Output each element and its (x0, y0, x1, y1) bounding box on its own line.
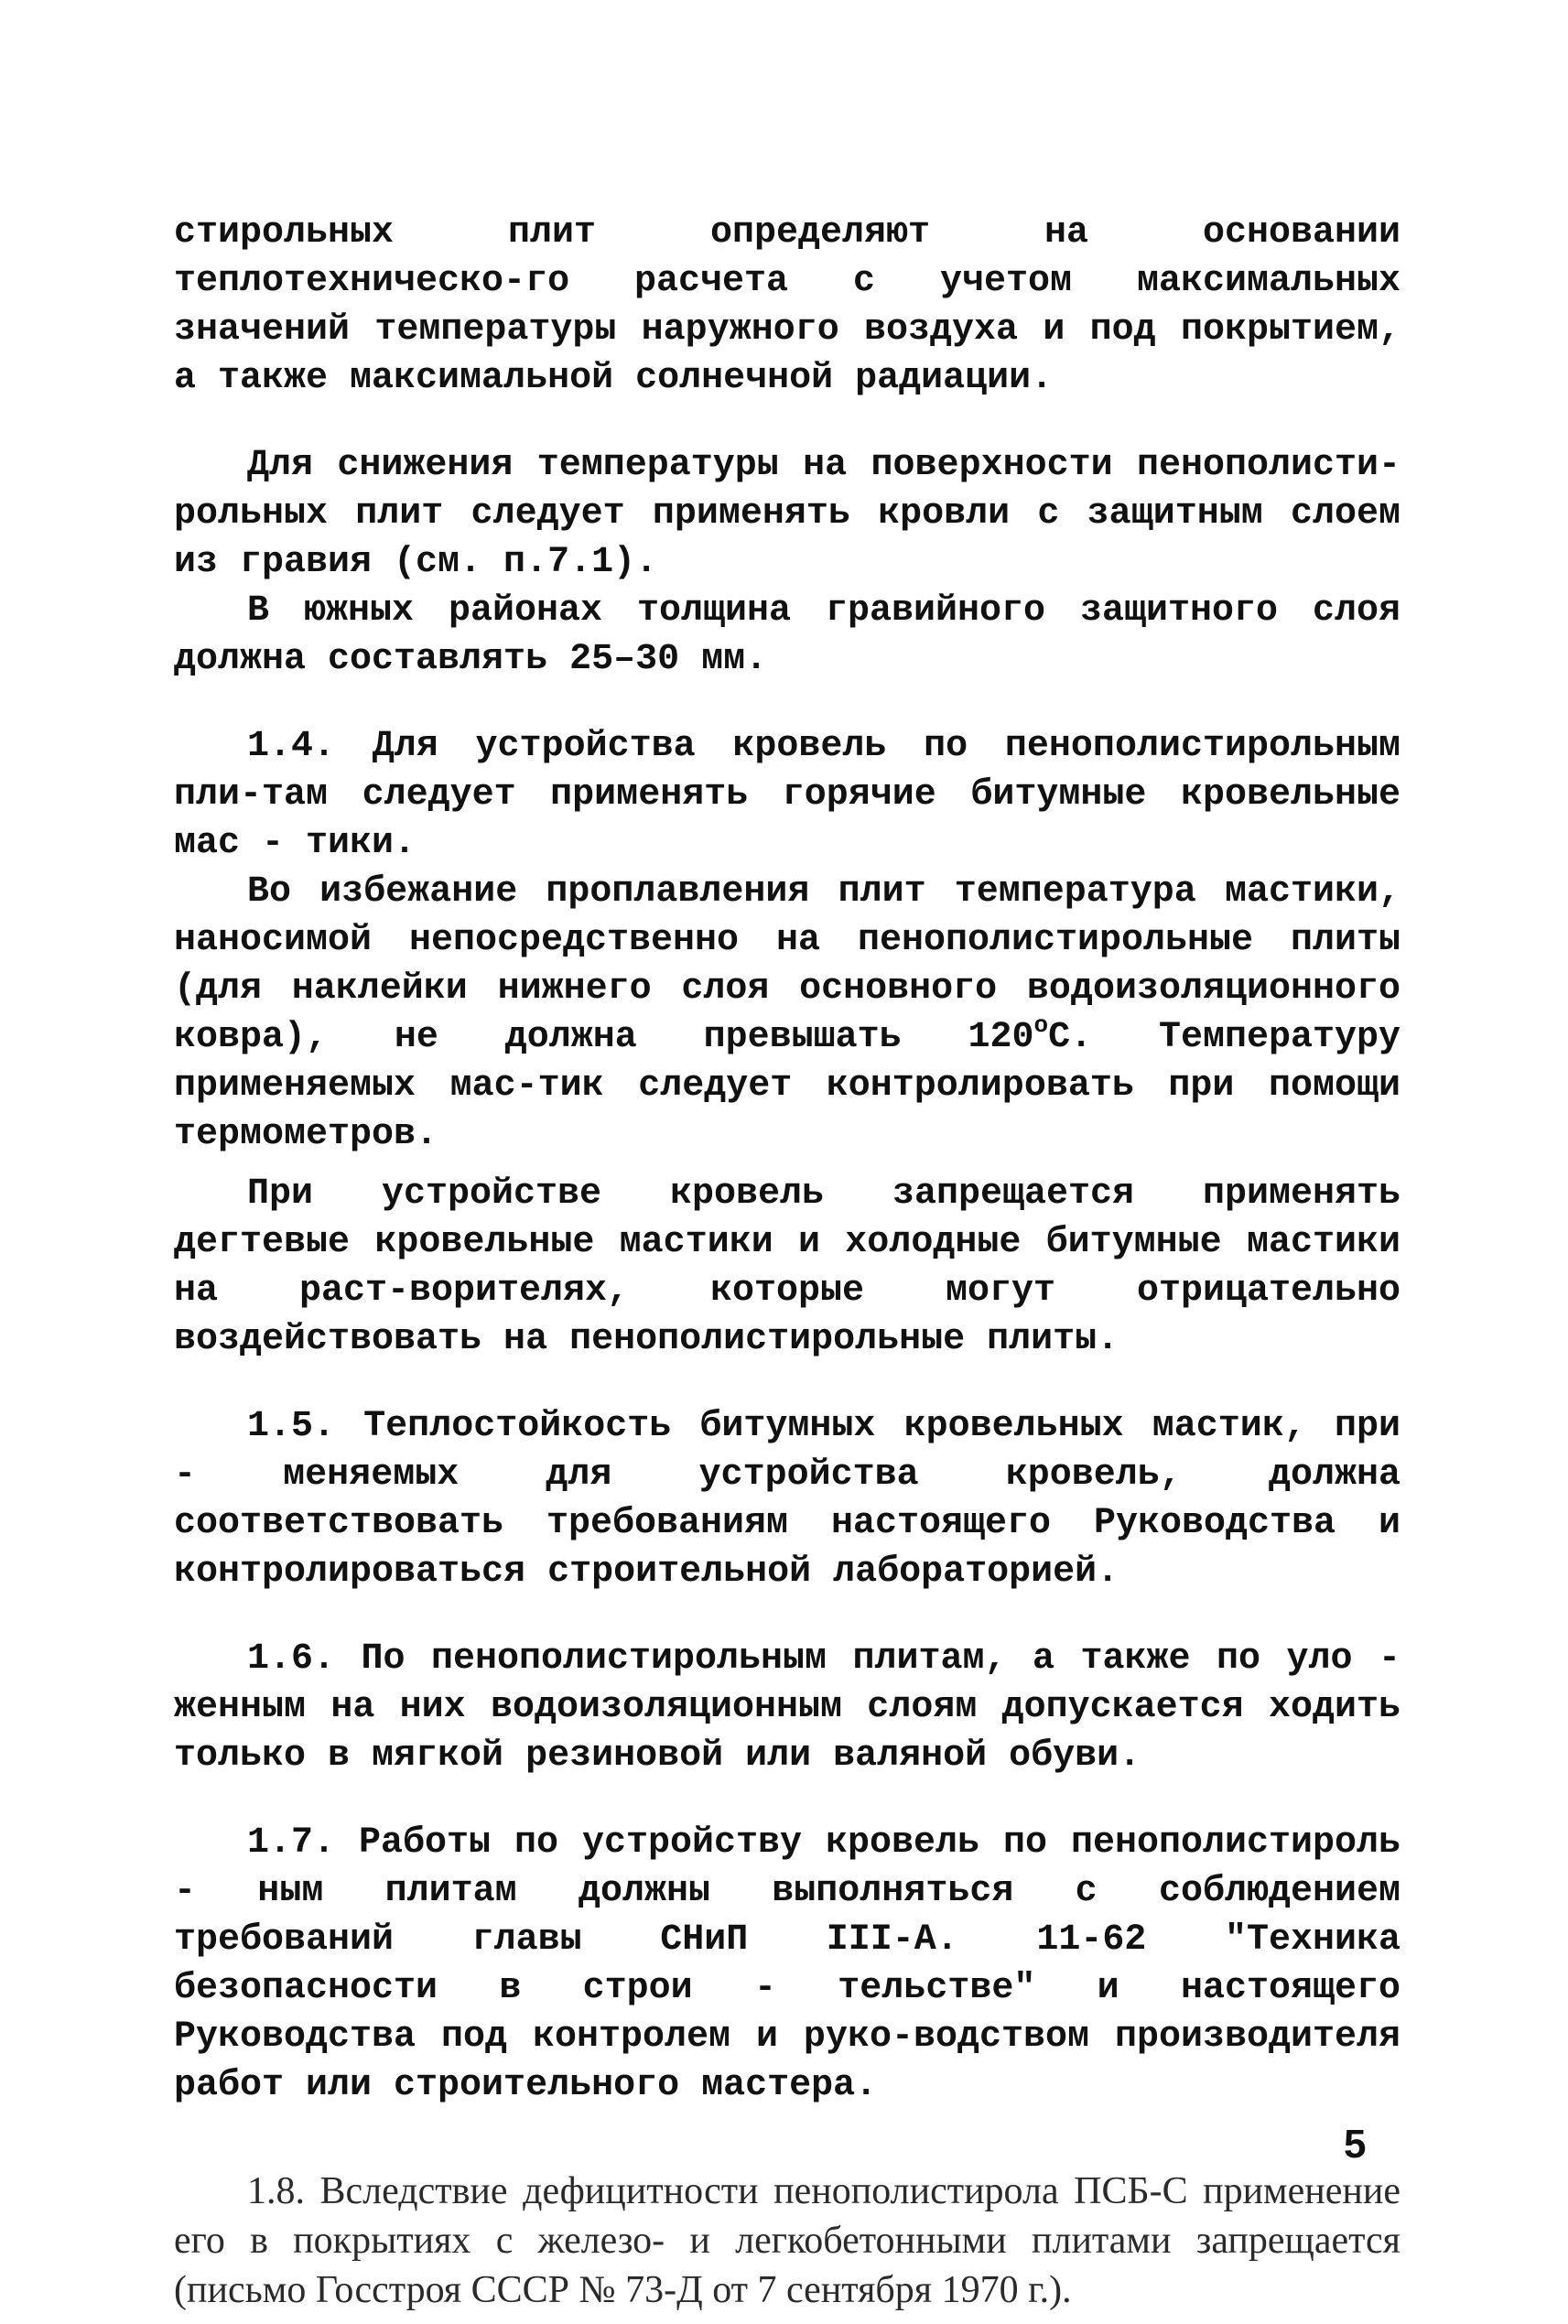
paragraph-prohibition: При устройстве кровель запрещается применять дегтевые кровельные мастики и холодные битумные мастики на раст-ворителях, которые могут отрицательно воздействовать на пенополистирольные плиты. (174, 1173, 1400, 1360)
page-number: 5 (1344, 2122, 1367, 2167)
paragraph-1-4: 1.4. Для устройства кровель по пенополистирольным пли-там следует применять горячие битумные кровельные мас - тики. (174, 726, 1400, 864)
paragraph-1-5: 1.5. Теплостойкость битумных кровельных мастик, при - меняемых для устройства кровель, должна соответствовать требованиям настоящего Руководства и контролироваться строительной лабораторией. (174, 1406, 1400, 1593)
paragraph-1-7: 1.7. Работы по устройству кровель по пенополистироль - ным плитам должны выполняться с соблюдением требований главы СНиП III-А. 11-62 "Техника безопасности в строи - тельстве" и настоящего Руководства под контролем и руко-водством производителя работ или строительного мастера. (174, 1822, 1400, 2106)
degree-sign: o (1033, 1011, 1049, 1039)
paragraph-temperature (174, 868, 1400, 1159)
paragraph-1: стирольных плит определяют на основании теплотехническо-го расчета с учетом максимальных значений температуры наружного воздуха и под покрытием, а также максимальной солнечной радиации. (174, 212, 1400, 399)
paragraph-1-8: 1.8. Вследствие дефицитности пенополистирола ПСБ-С применение его в покрытиях с железо- и легкобетонными плитами запрещается (письмо Госстроя СССР № 73-Д от 7 сентября 1970 г.). (174, 2170, 1400, 2311)
paragraph-3: В южных районах толщина гравийного защитного слоя должна составлять 25–30 мм. (174, 590, 1400, 680)
paragraph-2: Для снижения температуры на поверхности пенополисти-рольных плит следует применять кровли с защитным слоем из гравия (см. п.7.1). (174, 445, 1400, 583)
paragraph-temperature-part-b: С. Температуру применяемых мас-тик следует контролировать при помощи термометров. (174, 1017, 1400, 1155)
paragraph-temperature-part-a: Во избежание проплавления плит температура мастики, наносимой непосредственно на пенополистирольные плиты (для наклейки нижнего слоя основного водоизоляционного ковра), не должна превышать 120 (174, 871, 1400, 1058)
text-block-main (174, 209, 1400, 2315)
paragraph-1-6: 1.6. По пенополистирольным плитам, а также по уло - женным на них водоизоляционным слоям допускается ходить только в мягкой резиновой или валяной обуви. (174, 1638, 1400, 1777)
